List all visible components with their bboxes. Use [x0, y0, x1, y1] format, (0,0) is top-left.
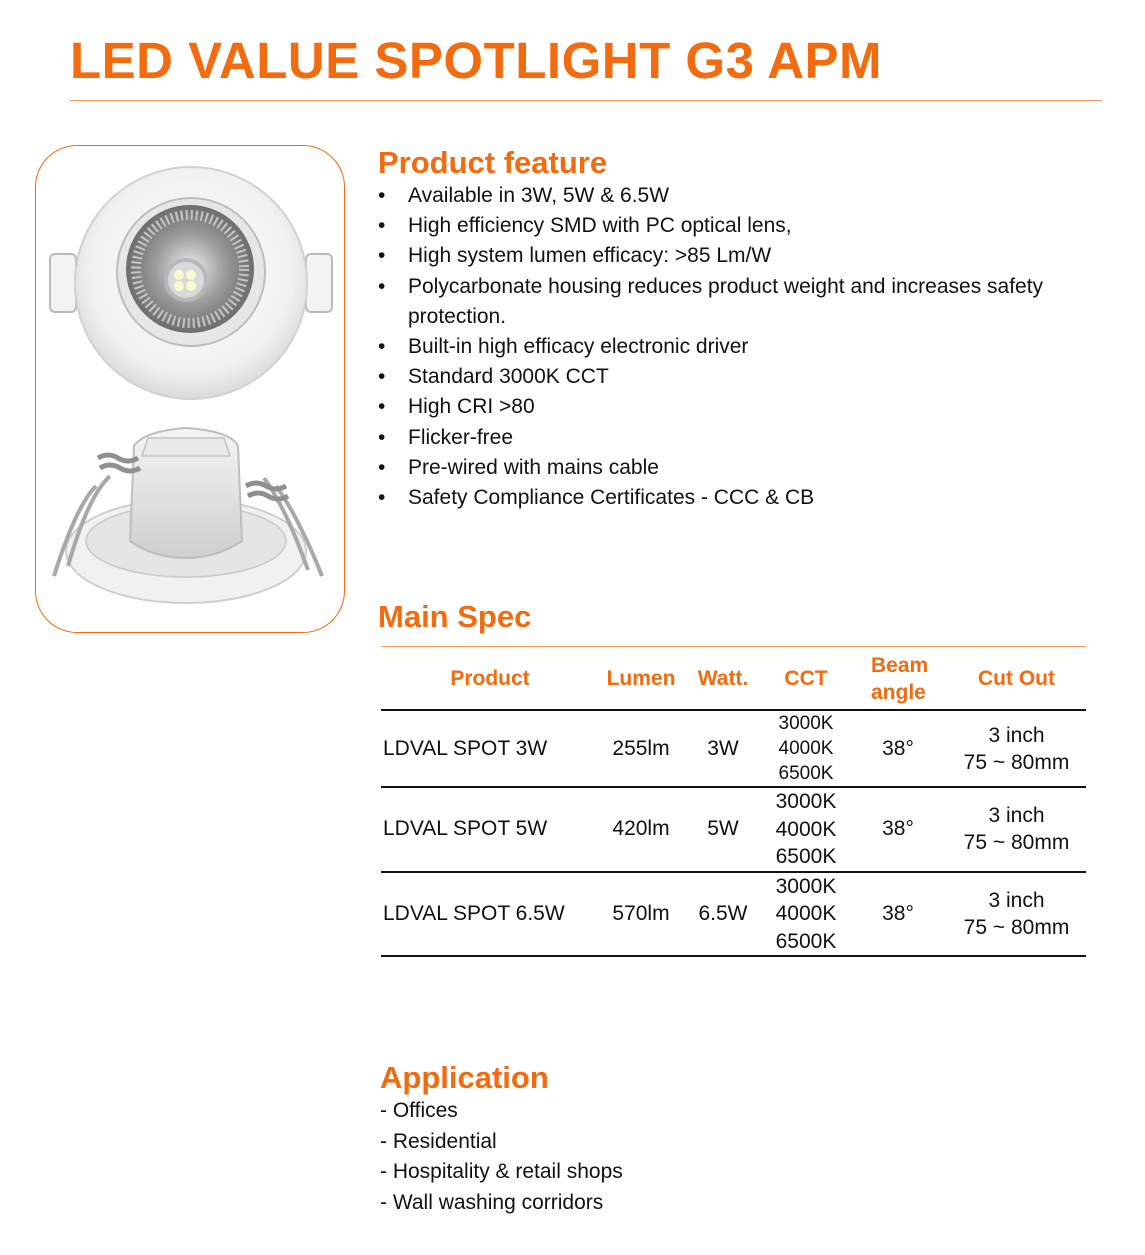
cct-value: 4000K — [775, 817, 837, 841]
feature-item — [378, 423, 1078, 453]
bullet: • — [378, 274, 386, 298]
title-divider — [70, 100, 1102, 101]
cell-cct — [763, 710, 849, 787]
cell-cut-out — [947, 872, 1086, 957]
feature-item — [378, 453, 1078, 483]
cell-lumen: 570lm — [599, 872, 683, 957]
cell-beam-angle: 38° — [849, 710, 947, 787]
feature-text: Standard 3000K CCT — [408, 365, 609, 389]
bullet: • — [378, 455, 386, 479]
column-header-beam-angle: Beam angle — [849, 648, 947, 710]
main-spec-heading: Main Spec — [378, 599, 532, 634]
table-row — [381, 872, 1086, 957]
feature-item — [378, 211, 1078, 241]
feature-text: Available in 3W, 5W & 6.5W — [408, 184, 670, 207]
bullet: • — [378, 425, 386, 449]
cell-beam-angle: 38° — [849, 787, 947, 872]
feature-text: High CRI >80 — [408, 395, 535, 419]
application-item: - Hospitality & retail shops — [380, 1160, 623, 1183]
application-item: - Wall washing corridors — [380, 1190, 604, 1214]
spotlight-front-view — [50, 167, 332, 399]
bullet: • — [378, 335, 386, 359]
bullet: • — [378, 486, 386, 510]
column-header-cut-out: Cut Out — [947, 648, 1086, 710]
feature-text: Polycarbonate housing reduces product weight and increases safety protection. — [408, 274, 1044, 328]
column-header-lumen: Lumen — [599, 648, 683, 710]
spec-table — [381, 648, 1086, 957]
table-row — [381, 710, 1086, 787]
bullet: • — [378, 395, 386, 419]
feature-text: Built-in high efficacy electronic driver — [408, 335, 749, 359]
cell-watt: 6.5W — [683, 872, 763, 957]
cct-value: 6500K — [775, 845, 837, 868]
cut-out-range: 75 ~ 80mm — [963, 831, 1070, 855]
feature-item — [378, 392, 1078, 422]
bullet: • — [378, 184, 386, 207]
spec-divider — [381, 646, 1086, 647]
cell-product: LDVAL SPOT 5W — [381, 787, 599, 872]
cct-value: 4000K — [775, 902, 837, 925]
cut-out-size: 3 inch — [988, 804, 1045, 828]
product-photo-frame — [35, 145, 345, 633]
spotlight-side-view — [54, 428, 322, 603]
feature-item — [378, 362, 1078, 392]
application-item: - Offices — [380, 1099, 458, 1122]
bullet: • — [378, 365, 386, 389]
cell-cut-out — [947, 787, 1086, 872]
feature-item — [378, 181, 1078, 211]
cct-value: 3000K — [775, 874, 837, 898]
feature-text: Safety Compliance Certificates - CCC & CB — [408, 486, 815, 510]
cell-lumen: 420lm — [599, 787, 683, 872]
column-header-product: Product — [381, 648, 599, 710]
feature-text: High efficiency SMD with PC optical lens, — [408, 214, 792, 238]
product-photo — [36, 146, 344, 632]
feature-item — [378, 483, 1078, 513]
spec-header-row — [381, 648, 1086, 710]
application-list — [380, 1096, 623, 1218]
feature-text: Flicker-free — [408, 425, 514, 449]
page-title: LED VALUE SPOTLIGHT G3 APM — [70, 32, 883, 89]
feature-text: High system lumen efficacy: >85 Lm/W — [408, 244, 772, 268]
cct-value: 4000K — [778, 738, 834, 759]
column-header-watt: Watt. — [683, 648, 763, 710]
feature-item — [378, 272, 1078, 332]
cell-cct — [763, 787, 849, 872]
cct-value: 6500K — [775, 929, 837, 953]
cct-value: 6500K — [778, 763, 834, 784]
bullet: • — [378, 214, 386, 238]
product-feature-heading: Product feature — [378, 145, 608, 180]
bullet: • — [378, 244, 386, 268]
cell-product: LDVAL SPOT 6.5W — [381, 872, 599, 957]
cut-out-size: 3 inch — [988, 888, 1045, 912]
application-heading: Application — [380, 1060, 549, 1095]
application-item: - Residential — [380, 1129, 497, 1153]
feature-item — [378, 332, 1078, 362]
cut-out-size: 3 inch — [988, 723, 1045, 747]
cell-cct — [763, 872, 849, 957]
cut-out-range: 75 ~ 80mm — [963, 750, 1070, 774]
cell-watt: 3W — [683, 710, 763, 787]
cell-product: LDVAL SPOT 3W — [381, 710, 599, 787]
cell-watt: 5W — [683, 787, 763, 872]
feature-item — [378, 241, 1078, 271]
cct-value: 3000K — [778, 713, 834, 734]
cut-out-range: 75 ~ 80mm — [963, 915, 1070, 939]
cell-cut-out — [947, 710, 1086, 787]
table-row — [381, 787, 1086, 872]
cct-value: 3000K — [775, 790, 837, 813]
product-feature-list — [378, 181, 1078, 513]
feature-text: Pre-wired with mains cable — [408, 455, 659, 479]
cell-beam-angle: 38° — [849, 872, 947, 957]
cell-lumen: 255lm — [599, 710, 683, 787]
column-header-cct: CCT — [763, 648, 849, 710]
